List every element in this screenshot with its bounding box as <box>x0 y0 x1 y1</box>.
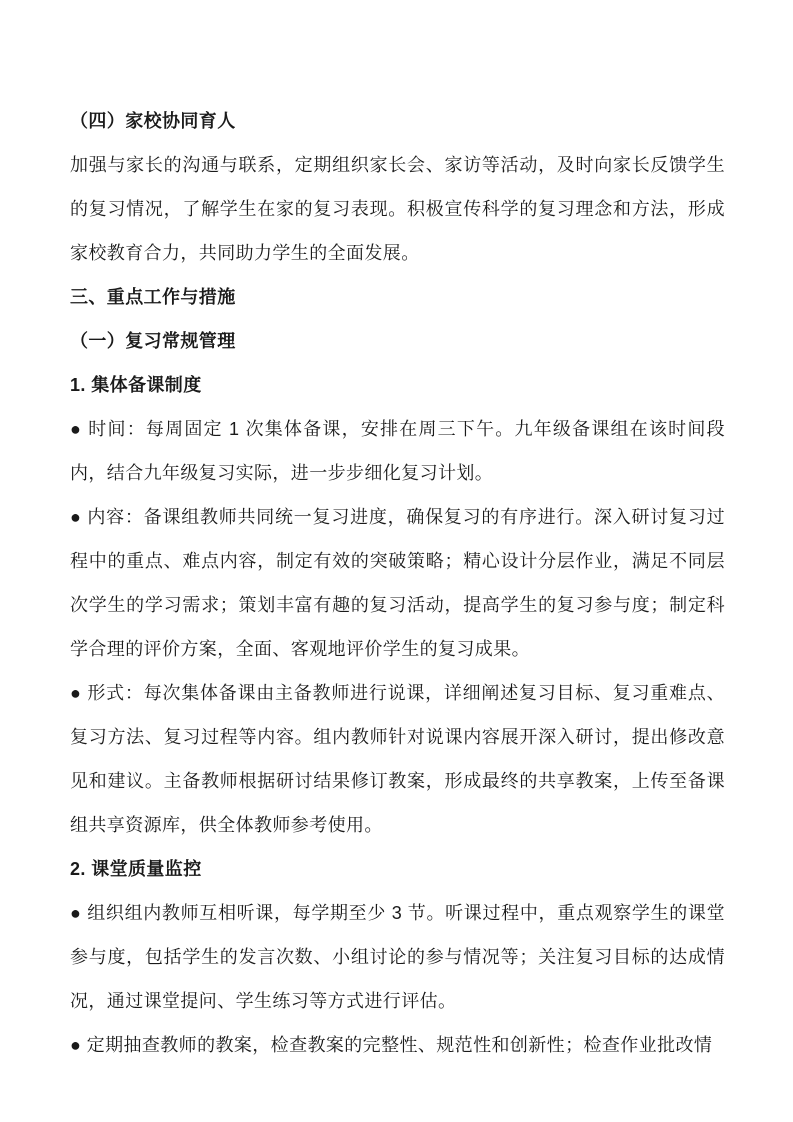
section-heading-home-school: （四）家校协同育人 <box>70 111 236 131</box>
bullet-item-time: ● 时间：每周固定 1 次集体备课，安排在周三下午。九年级备课组在该时间段内，结合九年级复习实际，进一步步细化复习计划。 <box>70 419 725 483</box>
subsection-heading-group-lesson-prep: 1. 集体备课制度 <box>70 375 202 395</box>
bullet-item-spot-check: ● 定期抽查教师的教案，检查教案的完整性、规范性和创新性；检查作业批改情 <box>70 1035 713 1055</box>
body-paragraph: 加强与家长的沟通与联系，定期组织家长会、家访等活动，及时向家长反馈学生的复习情况，了解学生在家的复习表现。积极宣传科学的复习理念和方法，形成家校教育合力，共同助力学生的全面发展。 <box>70 155 725 263</box>
section-heading-key-work: 三、重点工作与措施 <box>70 287 236 307</box>
bullet-item-content: ● 内容：备课组教师共同统一复习进度，确保复习的有序进行。深入研讨复习过程中的重点、难点内容，制定有效的突破策略；精心设计分层作业，满足不同层次学生的学习需求；策划丰富有趣的复习活动，提高学生的复习参与度；制定科学合理的评价方案，全面、客观地评价学生的复习成果。 <box>70 507 725 659</box>
section-heading-routine-management: （一）复习常规管理 <box>70 331 236 351</box>
bullet-item-lesson-observation: ● 组织组内教师互相听课，每学期至少 3 节。听课过程中，重点观察学生的课堂参与度，包括学生的发言次数、小组讨论的参与情况等；关注复习目标的达成情况，通过课堂提问、学生练习等方式进行评估。 <box>70 903 725 1011</box>
bullet-item-form: ● 形式：每次集体备课由主备教师进行说课，详细阐述复习目标、复习重难点、复习方法、复习过程等内容。组内教师针对说课内容展开深入研讨，提出修改意见和建议。主备教师根据研讨结果修订教案，形成最终的共享教案，上传至备课组共享资源库，供全体教师参考使用。 <box>70 683 725 835</box>
subsection-heading-classroom-quality: 2. 课堂质量监控 <box>70 859 202 879</box>
